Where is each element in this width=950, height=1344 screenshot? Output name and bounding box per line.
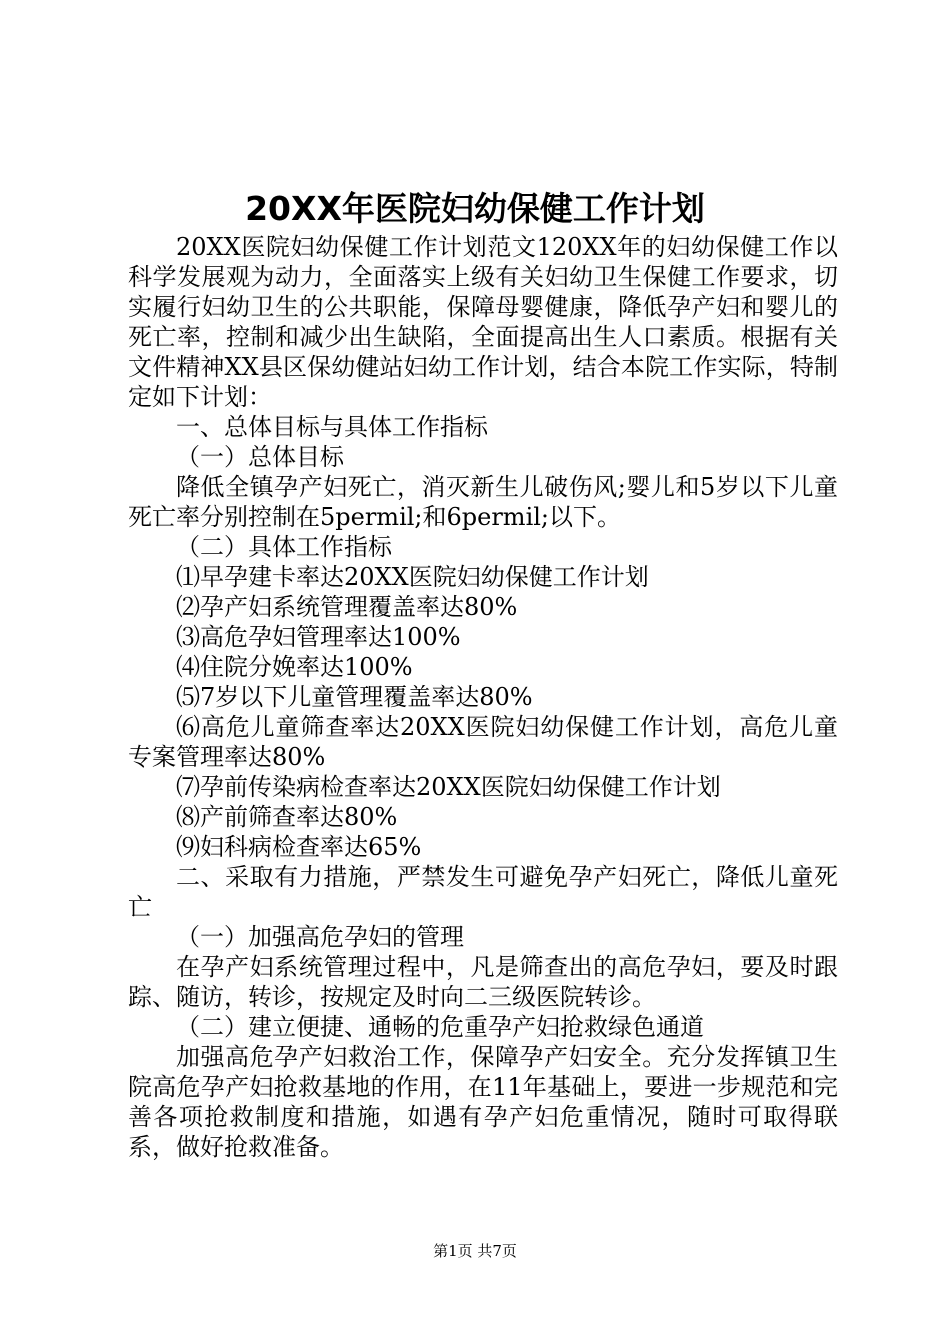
body-paragraph: 加强高危孕产妇救治工作，保障孕产妇安全。充分发挥镇卫生院高危孕产妇抢救基地的作用，在11年基础上，要进一步规范和完善各项抢救制度和措施，如遇有孕产妇危重情况，随时可取得联系，做好抢救准备。 [128,1043,838,1161]
indicator-item: ⑵孕产妇系统管理覆盖率达80% [176,593,518,621]
indicator-item: ⑻产前筛查率达80% [176,803,398,831]
intro-paragraph: 20XX医院妇幼保健工作计划范文120XX年的妇幼保健工作以科学发展观为动力，全面落实上级有关妇幼卫生保健工作要求，切实履行妇幼卫生的公共职能，保障母婴健康，降低孕产妇和婴儿的死亡率，控制和减少出生缺陷，全面提高出生人口素质。根据有关文件精神XX县区保幼健站妇幼工作计划，结合本院工作实际，特制定如下计划： [128,233,838,411]
indicator-item: ⑴早孕建卡率达20XX医院妇幼保健工作计划 [176,563,649,591]
subsection-heading-2-2: （二）建立便捷、通畅的危重孕产妇抢救绿色通道 [176,1013,704,1041]
document-body [128,232,838,1162]
indicator-item: ⑼妇科病检查率达65% [176,833,422,861]
section-heading-2: 二、采取有力措施，严禁发生可避免孕产妇死亡，降低儿童死亡 [128,863,838,921]
subsection-heading-1-2: （二）具体工作指标 [176,533,392,561]
indicator-item: ⑸7岁以下儿童管理覆盖率达80% [176,683,533,711]
subsection-heading-1-1: （一）总体目标 [176,443,344,471]
page-footer: 第1页 共7页 [433,1242,517,1260]
document-title: 20XX年医院妇幼保健工作计划 [245,189,705,228]
body-paragraph: 在孕产妇系统管理过程中，凡是筛查出的高危孕妇，要及时跟踪、随访，转诊，按规定及时向二三级医院转诊。 [128,953,838,1011]
indicator-item: ⑶高危孕妇管理率达100% [176,623,461,651]
goal-paragraph: 降低全镇孕产妇死亡，消灭新生儿破伤风;婴儿和5岁以下儿童死亡率分别控制在5permil;和6permil;以下。 [128,473,838,531]
section-heading-1: 一、总体目标与具体工作指标 [176,413,488,441]
indicator-item: ⑺孕前传染病检查率达20XX医院妇幼保健工作计划 [176,773,721,801]
indicator-item: ⑷住院分娩率达100% [176,653,413,681]
indicator-item: ⑹高危儿童筛查率达20XX医院妇幼保健工作计划，高危儿童专案管理率达80% [128,713,838,771]
subsection-heading-2-1: （一）加强高危孕妇的管理 [176,923,464,951]
